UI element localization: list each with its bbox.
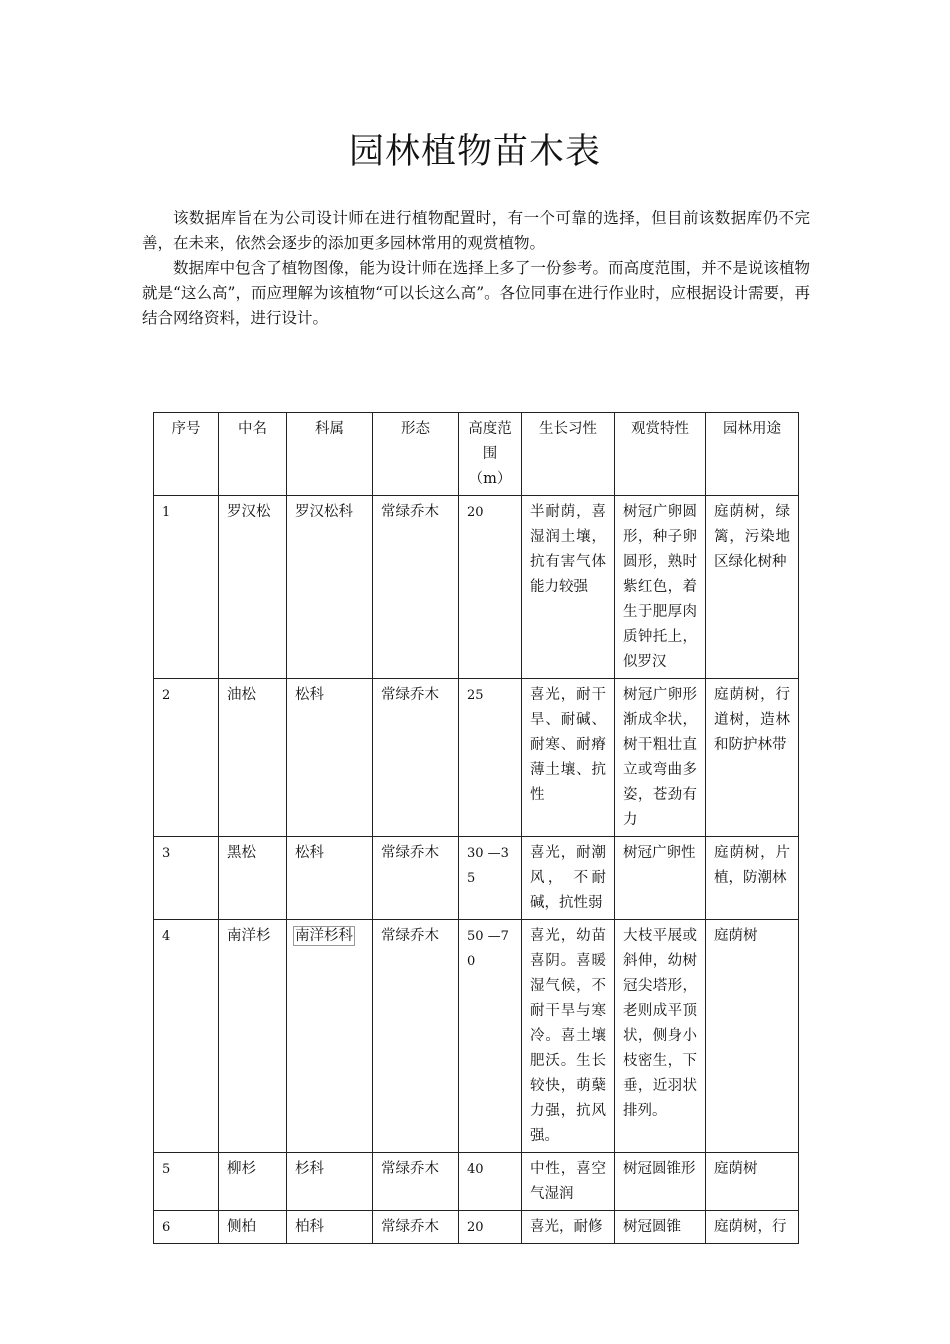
cell-index: 1 bbox=[154, 496, 219, 679]
header-index: 序号 bbox=[154, 413, 219, 496]
cell-name: 罗汉松 bbox=[219, 496, 287, 679]
header-form: 形态 bbox=[373, 413, 459, 496]
cell-name: 侧柏 bbox=[219, 1211, 287, 1244]
cell-height: 25 bbox=[459, 679, 522, 837]
cell-use: 庭荫树 bbox=[706, 1153, 799, 1211]
intro-paragraph: 数据库中包含了植物图像，能为设计师在选择上多了一份参考。而高度范围，并不是说该植物就是“这么高”，而应理解为该植物“可以长这么高”。各位同事在进行作业时，应根据设计需要，再结合网络资料，进行设计。 bbox=[142, 259, 810, 327]
cell-family: 松科 bbox=[287, 837, 373, 920]
cell-form: 常绿乔木 bbox=[373, 837, 459, 920]
cell-habit: 喜光，耐潮风， 不耐碱，抗性弱 bbox=[522, 837, 615, 920]
cell-form: 常绿乔木 bbox=[373, 1211, 459, 1244]
cell-habit: 半耐荫，喜湿润土壤，抗有害气体能力较强 bbox=[522, 496, 615, 679]
cell-habit: 喜光，幼苗喜阴。喜暖湿气候，不耐干旱与寒冷。喜土壤肥沃。生长较快，萌蘖力强，抗风强。 bbox=[522, 920, 615, 1153]
cell-form: 常绿乔木 bbox=[373, 920, 459, 1153]
table-row bbox=[154, 920, 799, 1153]
document-title: 园林植物苗木表 bbox=[348, 132, 601, 172]
cell-family: 罗汉松科 bbox=[287, 496, 373, 679]
table-row bbox=[154, 679, 799, 837]
table-row bbox=[154, 496, 799, 679]
cell-index: 4 bbox=[154, 920, 219, 1153]
cell-index: 6 bbox=[154, 1211, 219, 1244]
cell-use: 庭荫树，绿篱，污染地区绿化树种 bbox=[706, 496, 799, 679]
cell-use: 庭荫树，行道树，造林和防护林带 bbox=[706, 679, 799, 837]
plant-table bbox=[153, 412, 799, 1244]
cell-ornamental: 树冠圆锥形 bbox=[615, 1153, 706, 1211]
cell-height: 20 bbox=[459, 496, 522, 679]
cell-index: 3 bbox=[154, 837, 219, 920]
intro-paragraph: 该数据库旨在为公司设计师在进行植物配置时，有一个可靠的选择，但目前该数据库仍不完善，在未来，依然会逐步的添加更多园林常用的观赏植物。 bbox=[142, 209, 810, 252]
header-name: 中名 bbox=[219, 413, 287, 496]
cell-habit: 喜光，耐修 bbox=[522, 1211, 615, 1244]
table-header-row bbox=[154, 413, 799, 496]
cell-form: 常绿乔木 bbox=[373, 496, 459, 679]
cell-ornamental: 大枝平展或斜伸，幼树冠尖塔形，老则成平顶状，侧身小枝密生，下垂，近羽状排列。 bbox=[615, 920, 706, 1153]
cell-index: 5 bbox=[154, 1153, 219, 1211]
cell-use: 庭荫树，片植，防潮林 bbox=[706, 837, 799, 920]
cell-use: 庭荫树，行 bbox=[706, 1211, 799, 1244]
cell-form: 常绿乔木 bbox=[373, 679, 459, 837]
header-ornamental: 观赏特性 bbox=[615, 413, 706, 496]
cell-family bbox=[287, 920, 373, 1153]
cell-habit: 中性，喜空气湿润 bbox=[522, 1153, 615, 1211]
cell-name: 油松 bbox=[219, 679, 287, 837]
cell-name: 黑松 bbox=[219, 837, 287, 920]
header-height: 高度范围（m） bbox=[459, 413, 522, 496]
cell-family: 柏科 bbox=[287, 1211, 373, 1244]
cell-name: 柳杉 bbox=[219, 1153, 287, 1211]
cell-ornamental: 树冠广卵性 bbox=[615, 837, 706, 920]
cell-ornamental: 树冠广卵圆形，种子卵圆形，熟时紫红色，着生于肥厚肉质钟托上，似罗汉 bbox=[615, 496, 706, 679]
cell-family: 松科 bbox=[287, 679, 373, 837]
cell-family: 杉科 bbox=[287, 1153, 373, 1211]
cell-form: 常绿乔木 bbox=[373, 1153, 459, 1211]
cell-height: 30 —35 bbox=[459, 837, 522, 920]
header-use: 园林用途 bbox=[706, 413, 799, 496]
cell-ornamental: 树冠圆锥 bbox=[615, 1211, 706, 1244]
cell-index: 2 bbox=[154, 679, 219, 837]
cell-height: 40 bbox=[459, 1153, 522, 1211]
cell-use: 庭荫树 bbox=[706, 920, 799, 1153]
table-row bbox=[154, 1153, 799, 1211]
intro-text bbox=[142, 206, 810, 331]
cell-name: 南洋杉 bbox=[219, 920, 287, 1153]
cell-ornamental: 树冠广卵形渐成伞状，树干粗壮直立或弯曲多姿，苍劲有力 bbox=[615, 679, 706, 837]
cell-habit: 喜光，耐干旱、耐碱、耐寒、耐瘠薄土壤、抗性 bbox=[522, 679, 615, 837]
cell-family-text: 南洋杉科 bbox=[295, 928, 353, 944]
header-habit: 生长习性 bbox=[522, 413, 615, 496]
cell-height: 20 bbox=[459, 1211, 522, 1244]
table-row bbox=[154, 837, 799, 920]
header-family: 科属 bbox=[287, 413, 373, 496]
cell-height: 50 —70 bbox=[459, 920, 522, 1153]
table-row bbox=[154, 1211, 799, 1244]
